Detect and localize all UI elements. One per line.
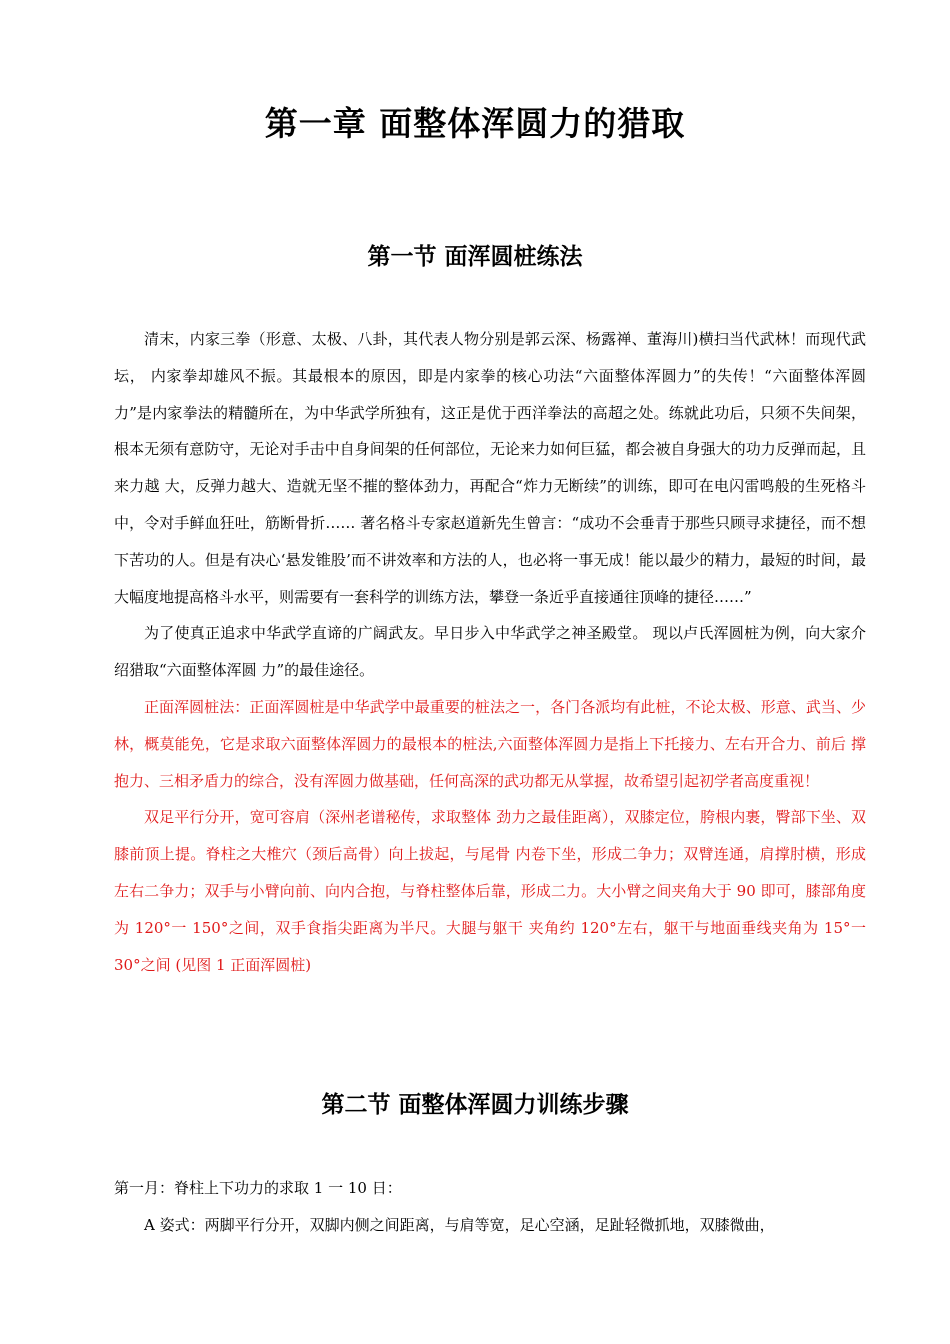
section-title-2: 第二节 面整体浑圆力训练步骤 bbox=[321, 1092, 629, 1118]
chapter-title: 第一章 面整体浑圆力的猎取 bbox=[264, 104, 686, 143]
body-paragraph: 清末，内家三拳（形意、太极、八卦，其代表人物分别是郭云深、杨露禅、董海川)横扫当代武林！而现代武坛， 内家拳却雄风不振。其最根本的原因，即是内家拳的核心功法“六面整体浑圆力”的失传！“六面整体浑圆力”是内家拳法的精髓所在，为中华武学所独有，这正是优于西洋拳法的高超之处。练就此功后，只须不失间架，根本无须有意防守，无论对手击中自身间架的任何部位，无论来力如何巨猛，都会被自身强大的功力反弹而起，且来力越 大，反弹力越大、造就无坚不摧的整体劲力，再配合“炸力无断续”的训练，即可在电闪雷鸣般的生死格斗中，令对手鲜血狂吐，筋断骨折…… 著名格斗专家赵道新先生曾言：“成功不会垂青于那些只顾寻求捷径，而不想下苦功的人。但是有决心‘悬发锥股’而不讲效率和方法的人，也必将一事无成！能以最少的精力，最短的时间，最大幅度地提高格斗水平，则需要有一套科学的训练方法，攀登一条近乎直接通往顶峰的捷径……” bbox=[114, 330, 866, 606]
section1-body bbox=[114, 321, 866, 983]
section2-body bbox=[114, 1170, 866, 1244]
body-paragraph: A 姿式：两脚平行分开，双脚内侧之间距离，与肩等宽，足心空涵，足趾轻微抓地，双膝微曲， bbox=[144, 1215, 775, 1234]
section-title-1: 第一节 面浑圆桩练法 bbox=[367, 244, 583, 270]
body-paragraph: 为了使真正追求中华武学直谛的广阔武友。早日步入中华武学之神圣殿堂。 现以卢氏浑圆桩为例，向大家介绍猎取“六面整体浑圆 力”的最佳途径。 bbox=[114, 624, 866, 680]
highlighted-paragraph: 正面浑圆桩法：正面浑圆桩是中华武学中最重要的桩法之一，各门各派均有此桩，不论太极、形意、武当、少林，概莫能免，它是求取六面整体浑圆力的最根本的桩法,六面整体浑圆力是指上下托接力、左右开合力、前后 撑抱力、三相矛盾力的综合，没有浑圆力做基础，任何高深的武功都无从掌握，故希望引起初学者高度重视！ bbox=[114, 697, 866, 790]
highlighted-paragraph: 双足平行分开，宽可容肩（深州老谱秘传，求取整体 劲力之最佳距离），双膝定位，胯根内裹，臀部下坐、双膝前顶上提。脊柱之大椎穴（颈后高骨）向上拔起，与尾骨 内卷下坐，形成二争力；双臂连通，肩撑肘横，形成左右二争力；双手与小臂向前、向内合抱，与脊柱整体后靠，形成二力。大小臂之间夹角大于 90 即可，膝部角度为 120°一 150°之间，双手食指尖距离为半尺。大腿与躯干 夹角约 120°左右，躯干与地面垂线夹角为 15°一 30°之间 (见图 1 正面浑圆桩) bbox=[114, 808, 866, 974]
step-heading: 第一月：脊柱上下功力的求取 1 一 10 日： bbox=[114, 1179, 402, 1197]
